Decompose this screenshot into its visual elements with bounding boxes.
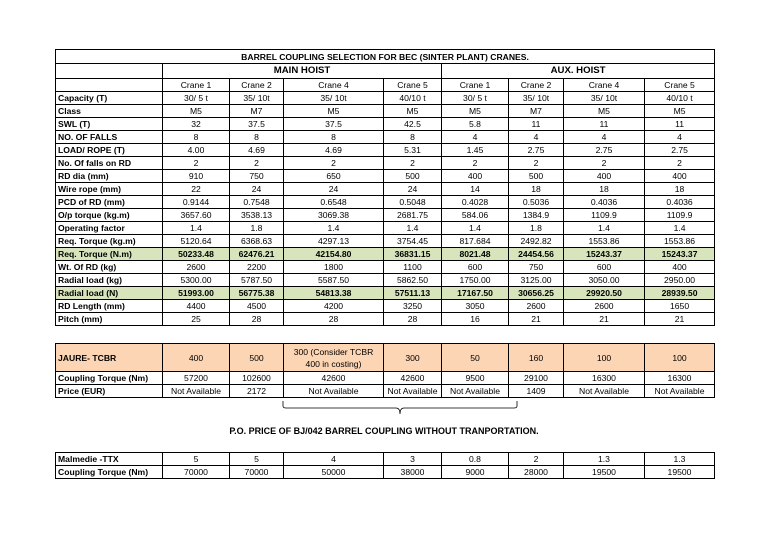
row-label: Class <box>56 105 163 118</box>
table-cell: 2200 <box>230 261 284 274</box>
table-cell: 36831.15 <box>384 248 442 261</box>
table-cell: 2 <box>645 157 715 170</box>
table-cell: 1650 <box>645 300 715 313</box>
malmedie-cell: 0.8 <box>442 453 509 466</box>
table-cell: 28 <box>384 313 442 326</box>
table-cell: 5.8 <box>442 118 509 131</box>
table-cell: 1.4 <box>564 222 645 235</box>
table-row <box>56 248 715 261</box>
table-cell: 3050.00 <box>564 274 645 287</box>
table-row <box>56 183 715 196</box>
table-cell: 2.75 <box>509 144 564 157</box>
table-cell: 2 <box>564 157 645 170</box>
jaure-cell: 100 <box>645 344 715 372</box>
empty-header-cell <box>56 79 163 92</box>
table-cell: 8 <box>163 131 230 144</box>
table-cell: 2 <box>509 157 564 170</box>
table-cell: M5 <box>284 105 384 118</box>
table-row <box>56 287 715 300</box>
table-cell: 11 <box>645 118 715 131</box>
table-cell: 24454.56 <box>509 248 564 261</box>
table-cell: 54813.38 <box>284 287 384 300</box>
table-cell: 29920.50 <box>564 287 645 300</box>
malmedie-row <box>56 453 715 466</box>
table-cell: 56775.38 <box>230 287 284 300</box>
table-cell: 0.9144 <box>163 196 230 209</box>
table-cell: M5 <box>564 105 645 118</box>
table-row <box>56 157 715 170</box>
malmedie-cell: 1.3 <box>564 453 645 466</box>
jaure-price-cell: Not Available <box>645 385 715 398</box>
table-cell: 4297.13 <box>284 235 384 248</box>
crane-header: Crane 4 <box>284 79 384 92</box>
jaure-torque-cell: 16300 <box>564 372 645 385</box>
row-label: RD Length (mm) <box>56 300 163 313</box>
jaure-price-cell: Not Available <box>442 385 509 398</box>
row-label: NO. OF FALLS <box>56 131 163 144</box>
table-cell: 500 <box>509 170 564 183</box>
jaure-cell: 300 <box>384 344 442 372</box>
row-label: O/p torque (kg.m) <box>56 209 163 222</box>
table-cell: 5.31 <box>384 144 442 157</box>
crane-header: Crane 2 <box>509 79 564 92</box>
table-cell: 2600 <box>564 300 645 313</box>
jaure-price-cell: 1409 <box>509 385 564 398</box>
jaure-cell: 50 <box>442 344 509 372</box>
table-cell: 2950.00 <box>645 274 715 287</box>
table-cell: 1.4 <box>284 222 384 235</box>
jaure-torque-row <box>56 372 715 385</box>
table-row <box>56 144 715 157</box>
row-label: Wt. Of RD (kg) <box>56 261 163 274</box>
jaure-price-cell: Not Available <box>284 385 384 398</box>
table-cell: 2681.75 <box>384 209 442 222</box>
jaure-price-label: Price (EUR) <box>56 385 163 398</box>
row-label: Pitch (mm) <box>56 313 163 326</box>
table-row <box>56 300 715 313</box>
table-cell: 35/ 10t <box>230 92 284 105</box>
table-cell: 62476.21 <box>230 248 284 261</box>
table-cell: 2 <box>230 157 284 170</box>
table-cell: 3050 <box>442 300 509 313</box>
table-cell: 5587.50 <box>284 274 384 287</box>
row-label: RD dia (mm) <box>56 170 163 183</box>
table-row <box>56 92 715 105</box>
malmedie-cell: 4 <box>284 453 384 466</box>
table-row <box>56 261 715 274</box>
table-row <box>56 313 715 326</box>
table-cell: 24 <box>284 183 384 196</box>
table-row <box>56 131 715 144</box>
table-title: BARREL COUPLING SELECTION FOR BEC (SINTER PLANT) CRANES. <box>56 50 715 64</box>
table-cell: 32 <box>163 118 230 131</box>
brace-bracket <box>282 401 518 415</box>
table-cell: 0.5036 <box>509 196 564 209</box>
table-cell: M7 <box>509 105 564 118</box>
malmedie-cell: 5 <box>163 453 230 466</box>
table-cell: 600 <box>564 261 645 274</box>
table-cell: 2 <box>163 157 230 170</box>
table-cell: 4.69 <box>230 144 284 157</box>
table-cell: 2492.82 <box>509 235 564 248</box>
table-cell: 3538.13 <box>230 209 284 222</box>
table-cell: 42154.80 <box>284 248 384 261</box>
table-cell: 37.5 <box>230 118 284 131</box>
malmedie-torque-cell: 19500 <box>645 466 715 479</box>
jaure-cell: 500 <box>230 344 284 372</box>
table-cell: 57511.13 <box>384 287 442 300</box>
table-cell: 584.06 <box>442 209 509 222</box>
malmedie-label: Malmedie -TTX <box>56 453 163 466</box>
table-cell: M5 <box>384 105 442 118</box>
table-cell: M5 <box>163 105 230 118</box>
table-cell: 1.4 <box>645 222 715 235</box>
main-hoist-header: MAIN HOIST <box>163 64 442 79</box>
table-cell: 18 <box>564 183 645 196</box>
row-label: SWL (T) <box>56 118 163 131</box>
table-cell: 8021.48 <box>442 248 509 261</box>
table-cell: 5862.50 <box>384 274 442 287</box>
table-row <box>56 105 715 118</box>
table-cell: 1100 <box>384 261 442 274</box>
crane-header: Crane 4 <box>564 79 645 92</box>
barrel-coupling-table <box>55 49 715 326</box>
table-cell: 21 <box>564 313 645 326</box>
table-cell: 40/10 t <box>384 92 442 105</box>
table-cell: 0.6548 <box>284 196 384 209</box>
table-cell: 3250 <box>384 300 442 313</box>
row-label: Radial load (kg) <box>56 274 163 287</box>
jaure-torque-cell: 42600 <box>284 372 384 385</box>
table-cell: 5787.50 <box>230 274 284 287</box>
table-cell: 4.00 <box>163 144 230 157</box>
table-cell: 18 <box>509 183 564 196</box>
table-cell: 2.75 <box>564 144 645 157</box>
table-cell: 0.7548 <box>230 196 284 209</box>
table-cell: 4500 <box>230 300 284 313</box>
malmedie-torque-label: Coupling Torque (Nm) <box>56 466 163 479</box>
table-cell: 5120.64 <box>163 235 230 248</box>
table-cell: 650 <box>284 170 384 183</box>
table-cell: 17167.50 <box>442 287 509 300</box>
row-label: Radial load (N) <box>56 287 163 300</box>
jaure-table <box>55 343 715 398</box>
table-cell: 1109.9 <box>564 209 645 222</box>
table-row <box>56 118 715 131</box>
table-cell: 3125.00 <box>509 274 564 287</box>
table-cell: 4.69 <box>284 144 384 157</box>
table-cell: 4 <box>564 131 645 144</box>
table-cell: 2 <box>284 157 384 170</box>
crane-header: Crane 2 <box>230 79 284 92</box>
table-cell: 1.4 <box>384 222 442 235</box>
table-cell: 28 <box>230 313 284 326</box>
table-row <box>56 274 715 287</box>
malmedie-torque-cell: 70000 <box>163 466 230 479</box>
table-cell: 40/10 t <box>645 92 715 105</box>
table-cell: 0.5048 <box>384 196 442 209</box>
table-cell: 1384.9 <box>509 209 564 222</box>
table-cell: 50233.48 <box>163 248 230 261</box>
table-cell: 16 <box>442 313 509 326</box>
row-label: Operating factor <box>56 222 163 235</box>
empty-header-cell <box>56 64 163 79</box>
table-cell: 11 <box>509 118 564 131</box>
table-cell: 4400 <box>163 300 230 313</box>
row-label: Wire rope (mm) <box>56 183 163 196</box>
table-cell: 30656.25 <box>509 287 564 300</box>
table-cell: 21 <box>645 313 715 326</box>
table-cell: 0.4036 <box>645 196 715 209</box>
table-cell: 35/ 10t <box>509 92 564 105</box>
malmedie-cell: 5 <box>230 453 284 466</box>
jaure-torque-cell: 16300 <box>645 372 715 385</box>
jaure-cell: 400 <box>163 344 230 372</box>
malmedie-table <box>55 452 715 479</box>
row-label: No. Of falls on RD <box>56 157 163 170</box>
jaure-price-cell: Not Available <box>163 385 230 398</box>
table-cell: 2 <box>442 157 509 170</box>
table-cell: 5300.00 <box>163 274 230 287</box>
table-cell: 750 <box>509 261 564 274</box>
table-cell: 28 <box>284 313 384 326</box>
table-cell: 25 <box>163 313 230 326</box>
table-cell: 1.8 <box>230 222 284 235</box>
table-cell: 1800 <box>284 261 384 274</box>
jaure-cell: 100 <box>564 344 645 372</box>
jaure-torque-label: Coupling Torque (Nm) <box>56 372 163 385</box>
table-cell: 2 <box>384 157 442 170</box>
table-cell: 8 <box>384 131 442 144</box>
jaure-cell: 300 (Consider TCBR 400 in costing) <box>284 344 384 372</box>
table-cell: 400 <box>564 170 645 183</box>
table-cell: 4 <box>645 131 715 144</box>
table-cell: 4 <box>509 131 564 144</box>
table-cell: 35/ 10t <box>284 92 384 105</box>
table-cell: 21 <box>509 313 564 326</box>
table-cell: 500 <box>384 170 442 183</box>
table-cell: 1750.00 <box>442 274 509 287</box>
row-label: PCD of RD (mm) <box>56 196 163 209</box>
table-cell: 8 <box>230 131 284 144</box>
jaure-label: JAURE- TCBR <box>56 344 163 372</box>
table-cell: 1.4 <box>442 222 509 235</box>
table-cell: M7 <box>230 105 284 118</box>
malmedie-torque-cell: 70000 <box>230 466 284 479</box>
po-price-caption: P.O. PRICE OF BJ/042 BARREL COUPLING WITHOUT TRANPORTATION. <box>229 426 539 436</box>
crane-header-row <box>56 79 715 92</box>
table-cell: 1553.86 <box>645 235 715 248</box>
table-cell: 1109.9 <box>645 209 715 222</box>
crane-header: Crane 1 <box>442 79 509 92</box>
row-label: Req. Torque (N.m) <box>56 248 163 261</box>
jaure-torque-cell: 42600 <box>384 372 442 385</box>
jaure-cell: 160 <box>509 344 564 372</box>
jaure-price-cell: Not Available <box>564 385 645 398</box>
jaure-price-cell: 2172 <box>230 385 284 398</box>
table-cell: 0.4028 <box>442 196 509 209</box>
table-row <box>56 222 715 235</box>
jaure-price-cell: Not Available <box>384 385 442 398</box>
table-row <box>56 235 715 248</box>
table-cell: M5 <box>645 105 715 118</box>
jaure-torque-cell: 9500 <box>442 372 509 385</box>
table-cell: M5 <box>442 105 509 118</box>
table-cell: 3657.60 <box>163 209 230 222</box>
table-row <box>56 170 715 183</box>
table-cell: 6368.63 <box>230 235 284 248</box>
malmedie-torque-cell: 50000 <box>284 466 384 479</box>
table-cell: 600 <box>442 261 509 274</box>
table-cell: 30/ 5 t <box>163 92 230 105</box>
table-cell: 24 <box>384 183 442 196</box>
table-cell: 750 <box>230 170 284 183</box>
malmedie-torque-cell: 28000 <box>509 466 564 479</box>
table-cell: 3754.45 <box>384 235 442 248</box>
table-cell: 0.4036 <box>564 196 645 209</box>
jaure-torque-cell: 102600 <box>230 372 284 385</box>
table-cell: 14 <box>442 183 509 196</box>
table-cell: 22 <box>163 183 230 196</box>
crane-header: Crane 1 <box>163 79 230 92</box>
jaure-row <box>56 344 715 372</box>
table-cell: 1553.86 <box>564 235 645 248</box>
table-cell: 817.684 <box>442 235 509 248</box>
table-cell: 2600 <box>163 261 230 274</box>
table-cell: 1.8 <box>509 222 564 235</box>
crane-header: Crane 5 <box>384 79 442 92</box>
table-cell: 37.5 <box>284 118 384 131</box>
row-label: LOAD/ ROPE (T) <box>56 144 163 157</box>
malmedie-torque-cell: 38000 <box>384 466 442 479</box>
table-cell: 4200 <box>284 300 384 313</box>
malmedie-torque-cell: 19500 <box>564 466 645 479</box>
malmedie-torque-cell: 9000 <box>442 466 509 479</box>
table-cell: 2.75 <box>645 144 715 157</box>
jaure-torque-cell: 57200 <box>163 372 230 385</box>
table-row <box>56 209 715 222</box>
jaure-price-row <box>56 385 715 398</box>
crane-header: Crane 5 <box>645 79 715 92</box>
table-cell: 400 <box>442 170 509 183</box>
row-label: Capacity (T) <box>56 92 163 105</box>
table-cell: 4 <box>442 131 509 144</box>
malmedie-cell: 1.3 <box>645 453 715 466</box>
malmedie-torque-row <box>56 466 715 479</box>
jaure-torque-cell: 29100 <box>509 372 564 385</box>
row-label: Req. Torque (kg.m) <box>56 235 163 248</box>
table-cell: 400 <box>645 170 715 183</box>
table-cell: 1.4 <box>163 222 230 235</box>
table-cell: 15243.37 <box>645 248 715 261</box>
table-cell: 24 <box>230 183 284 196</box>
table-cell: 28939.50 <box>645 287 715 300</box>
table-row <box>56 196 715 209</box>
table-cell: 30/ 5 t <box>442 92 509 105</box>
table-cell: 42.5 <box>384 118 442 131</box>
malmedie-cell: 2 <box>509 453 564 466</box>
table-cell: 2600 <box>509 300 564 313</box>
table-cell: 910 <box>163 170 230 183</box>
table-cell: 3069.38 <box>284 209 384 222</box>
table-cell: 18 <box>645 183 715 196</box>
table-cell: 35/ 10t <box>564 92 645 105</box>
table-cell: 8 <box>284 131 384 144</box>
table-cell: 11 <box>564 118 645 131</box>
table-cell: 15243.37 <box>564 248 645 261</box>
aux-hoist-header: AUX. HOIST <box>442 64 715 79</box>
malmedie-cell: 3 <box>384 453 442 466</box>
table-cell: 1.45 <box>442 144 509 157</box>
table-cell: 51993.00 <box>163 287 230 300</box>
table-cell: 400 <box>645 261 715 274</box>
